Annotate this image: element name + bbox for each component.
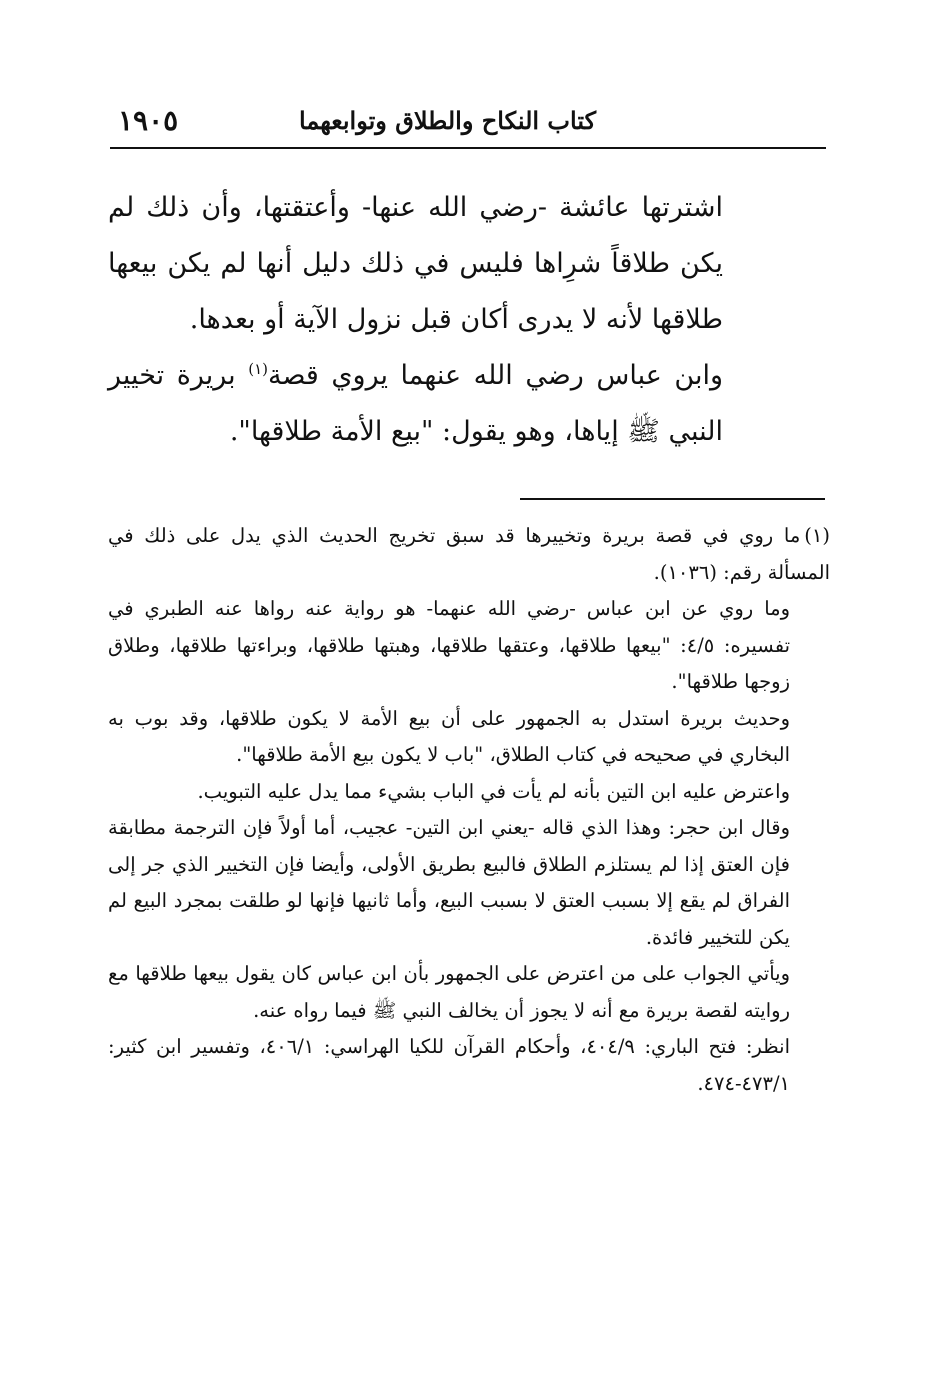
footnote-text: ما روي في قصة بريرة وتخييرها قد سبق تخريج الحديث الذي يدل على ذلك في المسألة رقم: (١٠٣٦). — [108, 524, 830, 584]
page-header — [110, 100, 826, 148]
main-paragraph-2-start: وابن عباس رضي الله عنهما يروي قصة — [268, 360, 724, 391]
footnote-reference: (١) — [248, 360, 269, 378]
footnote-separator — [520, 498, 825, 500]
footnote-marker: (١) — [804, 524, 830, 547]
footnote-1 — [108, 518, 830, 591]
header-rule — [110, 147, 826, 149]
footnote-paragraph: وما روي عن ابن عباس -رضي الله عنهما- هو رواية عنه رواها عنه الطبري في تفسيره: ٤/٥: "بيعها طلاقها، وعتقها طلاقها، وهبتها طلاقها، وبراءتها طلاقها، وطلاق زوجها طلاقها". — [108, 597, 790, 693]
main-paragraph-2 — [108, 348, 723, 460]
page-number: ١٩٠٥ — [118, 104, 179, 137]
footnote-paragraph: واعترض عليه ابن التين بأنه لم يأت في الباب بشيء مما يدل عليه التبويب. — [197, 779, 790, 803]
footnote-paragraph: وقال ابن حجر: وهذا الذي قاله -يعني ابن التين- عجيب، أما أولاً فإن الترجمة مطابقة فإن العتق إذا لم يستلزم الطلاق فالبيع بطريق الأولى، وأيضا فإن التخيير الذي جر إلى الفراق لم يقع إلا بسبب العتق لا بسبب البيع، وأما ثانيها فإنها لو طلقت بمجرد البيع لم يكن للتخيير فائدة. — [108, 816, 790, 949]
running-title: كتاب النكاح والطلاق وتوابعهما — [299, 106, 596, 135]
main-text — [108, 180, 723, 460]
footnotes — [108, 518, 830, 1102]
footnote-paragraph: وحديث بريرة استدل به الجمهور على أن بيع الأمة لا يكون طلاقها، وقد بوب به البخاري في صحيحه في كتاب الطلاق، "باب لا يكون بيع الأمة طلاقها". — [108, 706, 790, 766]
main-paragraph-2-end: بريرة تخيير النبي ﷺ إياها، وهو يقول: "بيع الأمة طلاقها". — [108, 360, 723, 447]
footnote-paragraph: انظر: فتح الباري: ٤٠٤/٩، وأحكام القرآن للكيا الهراسي: ٤٠٦/١، وتفسير ابن كثير: ٤٧٣/١-٤٧٤. — [108, 1035, 790, 1095]
footnote-paragraph: ويأتي الجواب على من اعترض على الجمهور بأن ابن عباس كان يقول بيعها طلاقها مع روايته لقصة بريرة مع أنه لا يجوز أن يخالف النبي ﷺ فيما رواه عنه. — [108, 962, 790, 1022]
main-paragraph-1: اشترتها عائشة -رضي الله عنها- وأعتقتها، وأن ذلك لم يكن طلاقاً شرِاها فليس في ذلك دليل أنها لم يكن بيعها طلاقها لأنه لا يدرى أكان قبل نزول الآية أو بعدها. — [108, 192, 723, 335]
